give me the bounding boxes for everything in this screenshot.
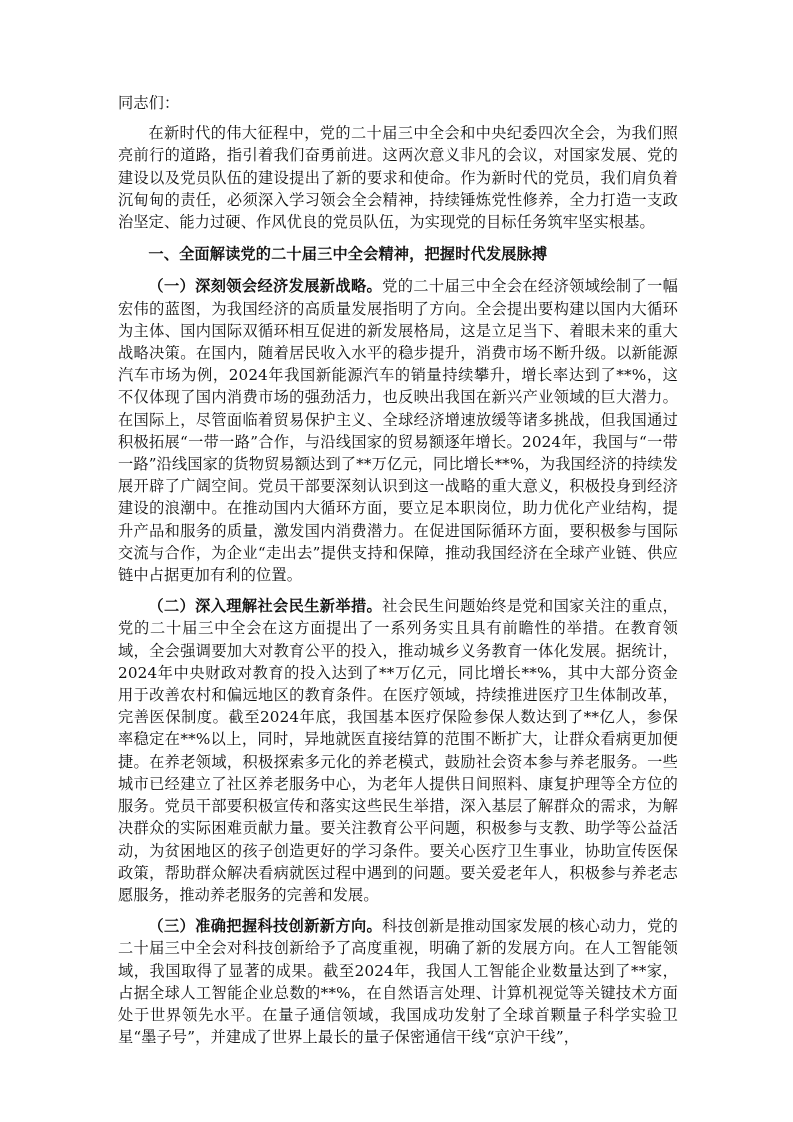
subsection-2-paragraph <box>118 595 678 906</box>
document-page <box>118 92 678 1057</box>
subsection-1-body: 党的二十届三中全会在经济领域绘制了一幅宏伟的蓝图，为我国经济的高质量发展指明了方向。全会提出要构建以国内大循环为主体、国内国际双循环相互促进的新发展格局，这是立足当下、着眼未来的重大战略决策。在国内，随着居民收入水平的稳步提升，消费市场不断升级。以新能源汽车市场为例，2024年我国新能源汽车的销量持续攀升，增长率达到了**%，这不仅体现了国内消费市场的强劲活力，也反映出我国在新兴产业领域的巨大潜力。在国际上，尽管面临着贸易保护主义、全球经济增速放缓等诸多挑战，但我国通过积极拓展“一带一路”合作，与沿线国家的贸易额逐年增长。2024年，我国与“一带一路”沿线国家的货物贸易额达到了**万亿元，同比增长**%，为我国经济的持续发展开辟了广阔空间。党员干部要深刻认识到这一战略的重大意义，积极投身到经济建设的浪潮中。在推动国内大循环方面，要立足本职岗位，助力优化产业结构，提升产品和服务的质量，激发国内消费潜力。在促进国际循环方面，要积极参与国际交流与合作，为企业“走出去”提供支持和保障，推动我国经济在全球产业链、供应链中占据更加有利的位置。 <box>118 277 679 585</box>
subsection-1-title: （一）深刻领会经济发展新战略。 <box>148 277 383 296</box>
subsection-2-title: （二）深入理解社会民生新举措。 <box>148 597 383 616</box>
subsection-3-paragraph <box>118 915 678 1048</box>
intro-paragraph: 在新时代的伟大征程中，党的二十届三中全会和中央纪委四次全会，为我们照亮前行的道路，指引着我们奋勇前进。这两次意义非凡的会议，对国家发展、党的建设以及党员队伍的建设提出了新的要求和使命。作为新时代的党员，我们肩负着沉甸甸的责任，必须深入学习领会全会精神，持续锤炼党性修养，全力打造一支政治坚定、能力过硬、作风优良的党员队伍，为实现党的目标任务筑牢坚实根基。 <box>118 124 678 232</box>
subsection-2-body: 社会民生问题始终是党和国家关注的重点，党的二十届三中全会在这方面提出了一系列务实且具有前瞻性的举措。在教育领域，全会强调要加大对教育公平的投入，推动城乡义务教育一体化发展。据统计，2024年中央财政对教育的投入达到了**万亿元，同比增长**%，其中大部分资金用于改善农村和偏远地区的教育条件。在医疗领域，持续推进医疗卫生体制改革，完善医保制度。截至2024年底，我国基本医疗保险参保人数达到了**亿人，参保率稳定在**%以上，同时，异地就医直接结算的范围不断扩大，让群众看病更加便捷。在养老领域，积极探索多元化的养老模式，鼓励社会资本参与养老服务。一些城市已经建立了社区养老服务中心，为老年人提供日间照料、康复护理等全方位的服务。党员干部要积极宣传和落实这些民生举措，深入基层了解群众的需求，为解决群众的实际困难贡献力量。要关注教育公平问题，积极参与支教、助学等公益活动，为贫困地区的孩子创造更好的学习条件。要关心医疗卫生事业，协助宣传医保政策，帮助群众解决看病就医过程中遇到的问题。要关爱老年人，积极参与养老志愿服务，推动养老服务的完善和发展。 <box>118 597 679 904</box>
subsection-1-paragraph <box>118 275 678 586</box>
section-heading-1: 一、全面解读党的二十届三中全会精神，把握时代发展脉搏 <box>148 245 548 264</box>
salutation: 同志们： <box>118 94 180 112</box>
subsection-3-body: 科技创新是推动国家发展的核心动力，党的二十届三中全会对科技创新给予了高度重视，明确了新的发展方向。在人工智能领域，我国取得了显著的成果。截至2024年，我国人工智能企业数量达到了**家，占据全球人工智能企业总数的**%，在自然语言处理、计算机视觉等关键技术方面处于世界领先水平。在量子通信领域，我国成功发射了全球首颗量子科学实验卫星“墨子号”，并建成了世界上最长的量子保密通信干线“京沪干线”， <box>118 917 679 1047</box>
subsection-3-title: （三）准确把握科技创新新方向。 <box>148 917 383 936</box>
